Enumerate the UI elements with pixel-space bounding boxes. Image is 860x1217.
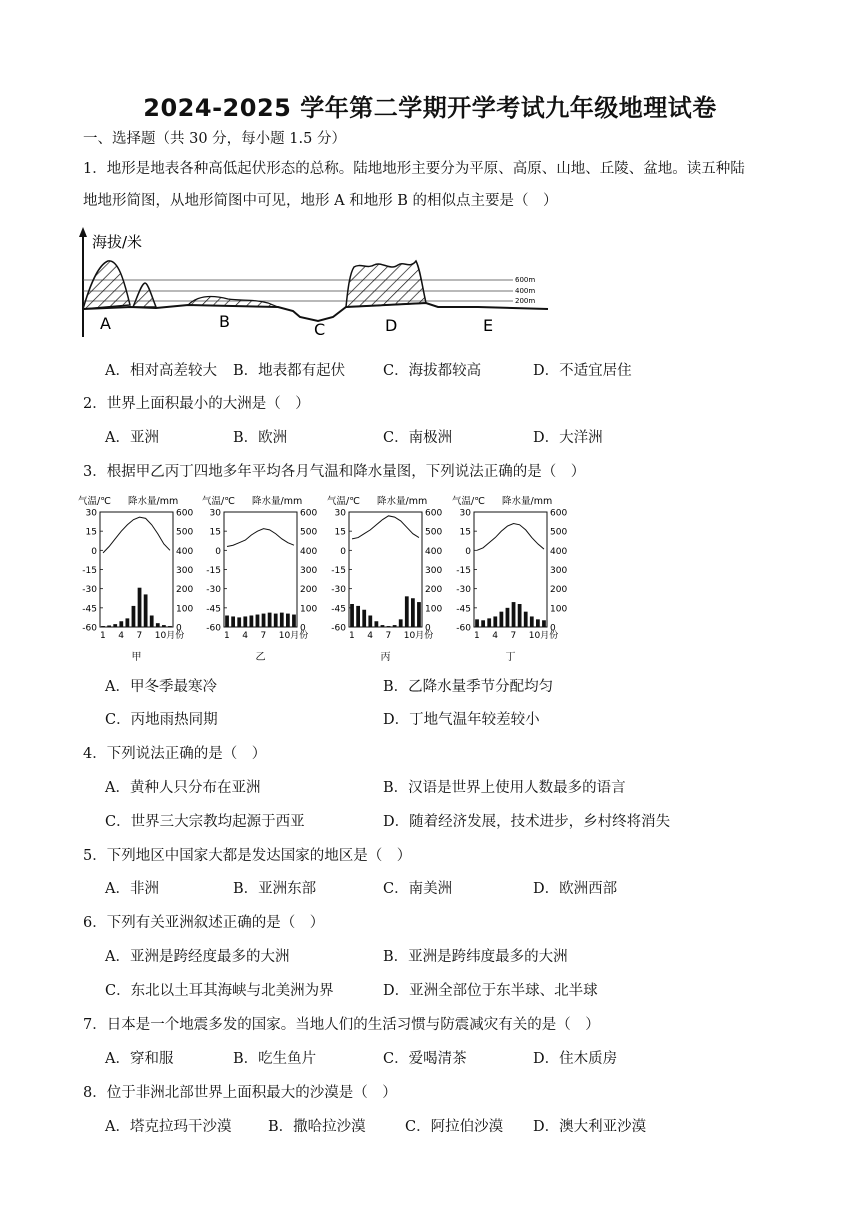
chart-4-precip-bar	[530, 616, 534, 627]
chart-2-precip-bar	[231, 616, 235, 627]
q6-option-b[interactable]: B．亚洲是跨纬度最多的大洲	[383, 949, 568, 965]
chart-3-precip-bar	[381, 625, 385, 627]
chart-1-precip-bar	[150, 616, 154, 628]
question-1-stem-line1: 1．地形是地表各种高低起伏形态的总称。陆地地形主要分为平原、高原、山地、丘陵、盆地。读五种陆	[83, 161, 745, 177]
chart-2-precip-bar	[286, 614, 290, 627]
chart-1-temp-tick: 30	[85, 508, 97, 519]
q1-option-d[interactable]: D．不适宜居住	[533, 363, 632, 379]
chart-1-month-tick: 7	[136, 631, 143, 641]
q3-option-c[interactable]: C．丙地雨热同期	[105, 712, 218, 728]
chart-1-precip-bar	[107, 625, 111, 627]
chart-4-temp-tick: 15	[459, 527, 471, 538]
terrain-hill	[133, 283, 156, 307]
chart-2-temp-tick: 0	[215, 546, 221, 557]
q3-option-a[interactable]: A．甲冬季最寒冷	[105, 679, 217, 695]
chart-2-precip-bar	[225, 616, 229, 628]
q7-option-b[interactable]: B．吃生鱼片	[233, 1051, 317, 1067]
chart-4-precip-bar	[524, 612, 528, 627]
chart-2-temp-line	[227, 529, 294, 547]
climate-charts-figure	[78, 492, 578, 667]
chart-4-precip-bar	[487, 618, 491, 627]
section-heading: 一、选择题（共 30 分，每小题 1.5 分）	[83, 131, 346, 147]
chart-3-month-tick: 1	[349, 631, 355, 641]
chart-2-temp-tick: -60	[206, 623, 221, 634]
q5-option-d[interactable]: D．欧洲西部	[533, 881, 618, 897]
chart-1-precip-bar	[144, 594, 148, 627]
terrain-label-c: C	[314, 320, 326, 339]
terrain-label-b: B	[219, 312, 230, 331]
axis-arrow-icon	[79, 227, 87, 237]
chart-4-frame	[474, 512, 547, 627]
q8-option-c[interactable]: C．阿拉伯沙漠	[405, 1119, 504, 1135]
chart-3-temp-tick: 15	[334, 527, 346, 538]
chart-2-name: 乙	[255, 652, 266, 663]
chart-2-precip-bar	[280, 613, 284, 627]
chart-1-precip-bar	[101, 626, 105, 627]
q3-option-b[interactable]: B．乙降水量季节分配均匀	[383, 679, 554, 695]
chart-4-temp-tick: -45	[456, 604, 471, 615]
q8-option-a[interactable]: A．塔克拉玛干沙漠	[105, 1119, 232, 1135]
chart-4-precip-tick: 200	[550, 585, 568, 596]
chart-2-month-tick: 10月份	[278, 631, 309, 641]
chart-1-precip-tick: 200	[176, 585, 194, 596]
page-title: 2024-2025 学年第二学期开学考试九年级地理试卷	[143, 94, 717, 122]
chart-3-precip-bar	[405, 596, 409, 627]
chart-1-precip-axis-label: 降水量/mm	[128, 496, 179, 507]
chart-1-temp-tick: -15	[82, 566, 97, 576]
chart-1-month-tick: 1	[100, 631, 106, 641]
chart-3-precip-bar	[350, 604, 354, 627]
chart-2-temp-tick: -30	[206, 585, 221, 596]
terrain-label-e: E	[483, 316, 494, 335]
chart-3-precip-tick: 200	[425, 585, 443, 596]
chart-2-precip-bar	[274, 614, 278, 627]
chart-3-precip-tick: 300	[425, 566, 443, 576]
chart-3-month-tick: 7	[385, 631, 392, 641]
chart-1-month-tick: 4	[118, 631, 125, 641]
chart-4-precip-axis-label: 降水量/mm	[502, 496, 553, 507]
chart-1-temp-tick: -30	[82, 585, 97, 596]
chart-4-month-tick: 4	[492, 631, 499, 641]
q6-option-c[interactable]: C．东北以土耳其海峡与北美洲为界	[105, 983, 334, 999]
q2-option-a[interactable]: A．亚洲	[105, 430, 159, 446]
question-5-stem: 5．下列地区中国家大都是发达国家的地区是（ ）	[83, 848, 412, 864]
terrain-profile-figure	[78, 225, 553, 342]
q5-option-c[interactable]: C．南美洲	[383, 881, 453, 897]
chart-4-precip-tick: 500	[550, 527, 568, 538]
q8-option-d[interactable]: D．澳大利亚沙漠	[533, 1119, 647, 1135]
chart-3-precip-bar	[374, 621, 378, 627]
chart-4-precip-tick: 400	[550, 546, 568, 557]
chart-1-temp-axis-label: 气温/℃	[78, 496, 111, 507]
chart-3-temp-tick: 30	[334, 508, 346, 519]
q1-option-a[interactable]: A．相对高差较大	[105, 363, 217, 379]
q4-option-a[interactable]: A．黄种人只分布在亚洲	[105, 780, 261, 796]
chart-3-temp-tick: 0	[340, 546, 346, 557]
chart-2-precip-tick: 600	[300, 508, 318, 519]
chart-3-precip-bar	[399, 619, 403, 627]
q2-option-d[interactable]: D．大洋洲	[533, 430, 603, 446]
chart-1-temp-tick: 0	[91, 546, 97, 557]
q2-option-b[interactable]: B．欧洲	[233, 430, 288, 446]
chart-3-precip-bar	[387, 626, 391, 627]
chart-4-precip-bar	[493, 616, 497, 627]
chart-2-precip-tick: 300	[300, 566, 318, 576]
q7-option-a[interactable]: A．穿和服	[105, 1051, 174, 1067]
chart-1-precip-tick: 400	[176, 546, 194, 557]
question-8-stem: 8．位于非洲北部世界上面积最大的沙漠是（ ）	[83, 1085, 397, 1101]
q6-option-d[interactable]: D．亚洲全部位于东半球、北半球	[383, 983, 598, 999]
chart-1-precip-tick: 100	[176, 604, 194, 615]
q1-option-c[interactable]: C．海拔都较高	[383, 363, 482, 379]
chart-2-temp-tick: 30	[209, 508, 221, 519]
chart-2-frame	[224, 512, 297, 627]
chart-3-precip-bar	[393, 625, 397, 627]
q4-option-d[interactable]: D．随着经济发展，技术进步，乡村终将消失	[383, 814, 671, 830]
chart-2-month-tick: 4	[242, 631, 249, 641]
chart-4-month-tick: 10月份	[528, 631, 559, 641]
chart-2-precip-axis-label: 降水量/mm	[252, 496, 303, 507]
q4-option-b[interactable]: B．汉语是世界上使用人数最多的语言	[383, 780, 626, 796]
terrain-label-d: D	[385, 316, 398, 335]
chart-4-temp-axis-label: 气温/℃	[452, 496, 485, 507]
chart-3-temp-tick: -30	[331, 585, 346, 596]
chart-2-precip-bar	[262, 614, 266, 627]
chart-4-name: 丁	[505, 652, 516, 663]
q1-option-b[interactable]: B．地表都有起伏	[233, 363, 346, 379]
chart-2-temp-tick: -15	[206, 566, 221, 576]
chart-1-precip-bar	[132, 606, 136, 627]
chart-1-precip-bar	[119, 621, 123, 627]
chart-3-month-tick: 4	[367, 631, 374, 641]
chart-3-month-tick: 10月份	[403, 631, 434, 641]
chart-1-precip-tick: 300	[176, 566, 194, 576]
q7-option-d[interactable]: D．住木质房	[533, 1051, 618, 1067]
chart-4-precip-bar	[512, 602, 516, 627]
chart-4-precip-bar	[475, 619, 479, 627]
q4-option-c[interactable]: C．世界三大宗教均起源于西亚	[105, 814, 305, 830]
chart-1-precip-bar	[113, 624, 117, 627]
q2-option-c[interactable]: C．南极洲	[383, 430, 453, 446]
chart-4-temp-tick: -15	[456, 566, 471, 576]
chart-4-temp-tick: -30	[456, 585, 471, 596]
chart-4-precip-bar	[499, 612, 503, 627]
q6-option-a[interactable]: A．亚洲是跨经度最多的大洲	[105, 949, 290, 965]
contour-label-400: 400m	[515, 287, 536, 295]
chart-1-temp-tick: 15	[85, 527, 97, 538]
chart-1-temp-tick: -45	[82, 604, 97, 615]
chart-3-name: 丙	[380, 652, 391, 663]
chart-1-precip-bar	[162, 625, 166, 627]
contour-label-200: 200m	[515, 297, 536, 305]
chart-2-month-tick: 1	[224, 631, 230, 641]
chart-4-temp-tick: -60	[456, 623, 471, 634]
chart-2-temp-tick: -45	[206, 604, 221, 615]
q5-option-a[interactable]: A．非洲	[105, 881, 159, 897]
chart-3-precip-tick: 0	[425, 623, 431, 634]
chart-2-precip-bar	[237, 617, 241, 627]
chart-2-precip-tick: 200	[300, 585, 318, 596]
chart-3-precip-tick: 100	[425, 604, 443, 615]
chart-4-temp-tick: 30	[459, 508, 471, 519]
chart-3-precip-bar	[411, 598, 415, 627]
question-1-stem-line2: 地地形简图，从地形简图中可见，地形 A 和地形 B 的相似点主要是（ ）	[83, 193, 558, 209]
chart-4-precip-bar	[518, 604, 522, 627]
chart-3-precip-axis-label: 降水量/mm	[377, 496, 428, 507]
terrain-mountain-a	[83, 261, 130, 309]
chart-2-precip-bar	[243, 616, 247, 627]
chart-3-temp-line	[352, 516, 419, 539]
chart-4-precip-tick: 600	[550, 508, 568, 519]
chart-3-precip-tick: 500	[425, 527, 443, 538]
chart-1-month-tick: 10月份	[154, 631, 185, 641]
chart-1-precip-tick: 500	[176, 527, 194, 538]
chart-3-precip-tick: 400	[425, 546, 443, 557]
elevation-axis-label: 海拔/米	[92, 233, 143, 251]
chart-2-precip-bar	[249, 616, 253, 628]
chart-2-precip-tick: 100	[300, 604, 318, 615]
chart-3-temp-tick: -45	[331, 604, 346, 615]
chart-1-precip-tick: 600	[176, 508, 194, 519]
terrain-plateau-d	[346, 261, 426, 307]
chart-2-temp-tick: 15	[209, 527, 221, 538]
q7-option-c[interactable]: C．爱喝清茶	[383, 1051, 467, 1067]
chart-4-temp-tick: 0	[465, 546, 471, 557]
chart-4-precip-bar	[542, 620, 546, 627]
chart-1-frame	[100, 512, 173, 627]
chart-4-month-tick: 1	[474, 631, 480, 641]
chart-3-precip-bar	[362, 610, 366, 627]
chart-2-temp-axis-label: 气温/℃	[202, 496, 235, 507]
chart-2-precip-bar	[268, 613, 272, 627]
chart-2-precip-bar	[292, 615, 296, 627]
chart-4-precip-tick: 100	[550, 604, 568, 615]
chart-2-precip-tick: 500	[300, 527, 318, 538]
chart-4-month-tick: 7	[510, 631, 517, 641]
chart-1-temp-line	[103, 517, 170, 553]
chart-4-precip-tick: 0	[550, 623, 556, 634]
q8-option-b[interactable]: B．撒哈拉沙漠	[268, 1119, 366, 1135]
chart-1-precip-bar	[156, 623, 160, 627]
q3-option-d[interactable]: D．丁地气温年较差较小	[383, 712, 540, 728]
chart-2-month-tick: 7	[260, 631, 267, 641]
question-7-stem: 7．日本是一个地震多发的国家。当地人们的生活习惯与防震减灾有关的是（ ）	[83, 1017, 600, 1033]
chart-3-precip-bar	[368, 616, 372, 628]
chart-4-precip-bar	[481, 620, 485, 627]
question-6-stem: 6．下列有关亚洲叙述正确的是（ ）	[83, 915, 325, 931]
chart-3-precip-tick: 600	[425, 508, 443, 519]
chart-1-name: 甲	[131, 652, 142, 663]
chart-4-precip-tick: 300	[550, 566, 568, 576]
chart-1-temp-tick: -60	[82, 623, 97, 634]
chart-2-precip-tick: 0	[300, 623, 306, 634]
contour-label-600: 600m	[515, 276, 536, 284]
chart-2-precip-bar	[256, 615, 260, 627]
chart-3-temp-tick: -60	[331, 623, 346, 634]
q5-option-b[interactable]: B．亚洲东部	[233, 881, 317, 897]
chart-3-precip-bar	[356, 606, 360, 627]
chart-4-temp-line	[477, 524, 544, 551]
chart-1-precip-bar	[168, 626, 172, 627]
chart-4-precip-bar	[536, 619, 540, 627]
chart-3-temp-tick: -15	[331, 566, 346, 576]
question-3-stem: 3．根据甲乙丙丁四地多年平均各月气温和降水量图，下列说法正确的是（ ）	[83, 464, 586, 480]
chart-1-precip-tick: 0	[176, 623, 182, 634]
terrain-label-a: A	[100, 314, 111, 333]
chart-3-temp-axis-label: 气温/℃	[327, 496, 360, 507]
chart-4-precip-bar	[506, 608, 510, 627]
question-4-stem: 4．下列说法正确的是（ ）	[83, 746, 267, 762]
chart-3-precip-bar	[417, 602, 421, 627]
question-2-stem: 2．世界上面积最小的大洲是（ ）	[83, 396, 310, 412]
chart-1-precip-bar	[125, 618, 129, 627]
chart-1-precip-bar	[138, 588, 142, 627]
chart-2-precip-tick: 400	[300, 546, 318, 557]
